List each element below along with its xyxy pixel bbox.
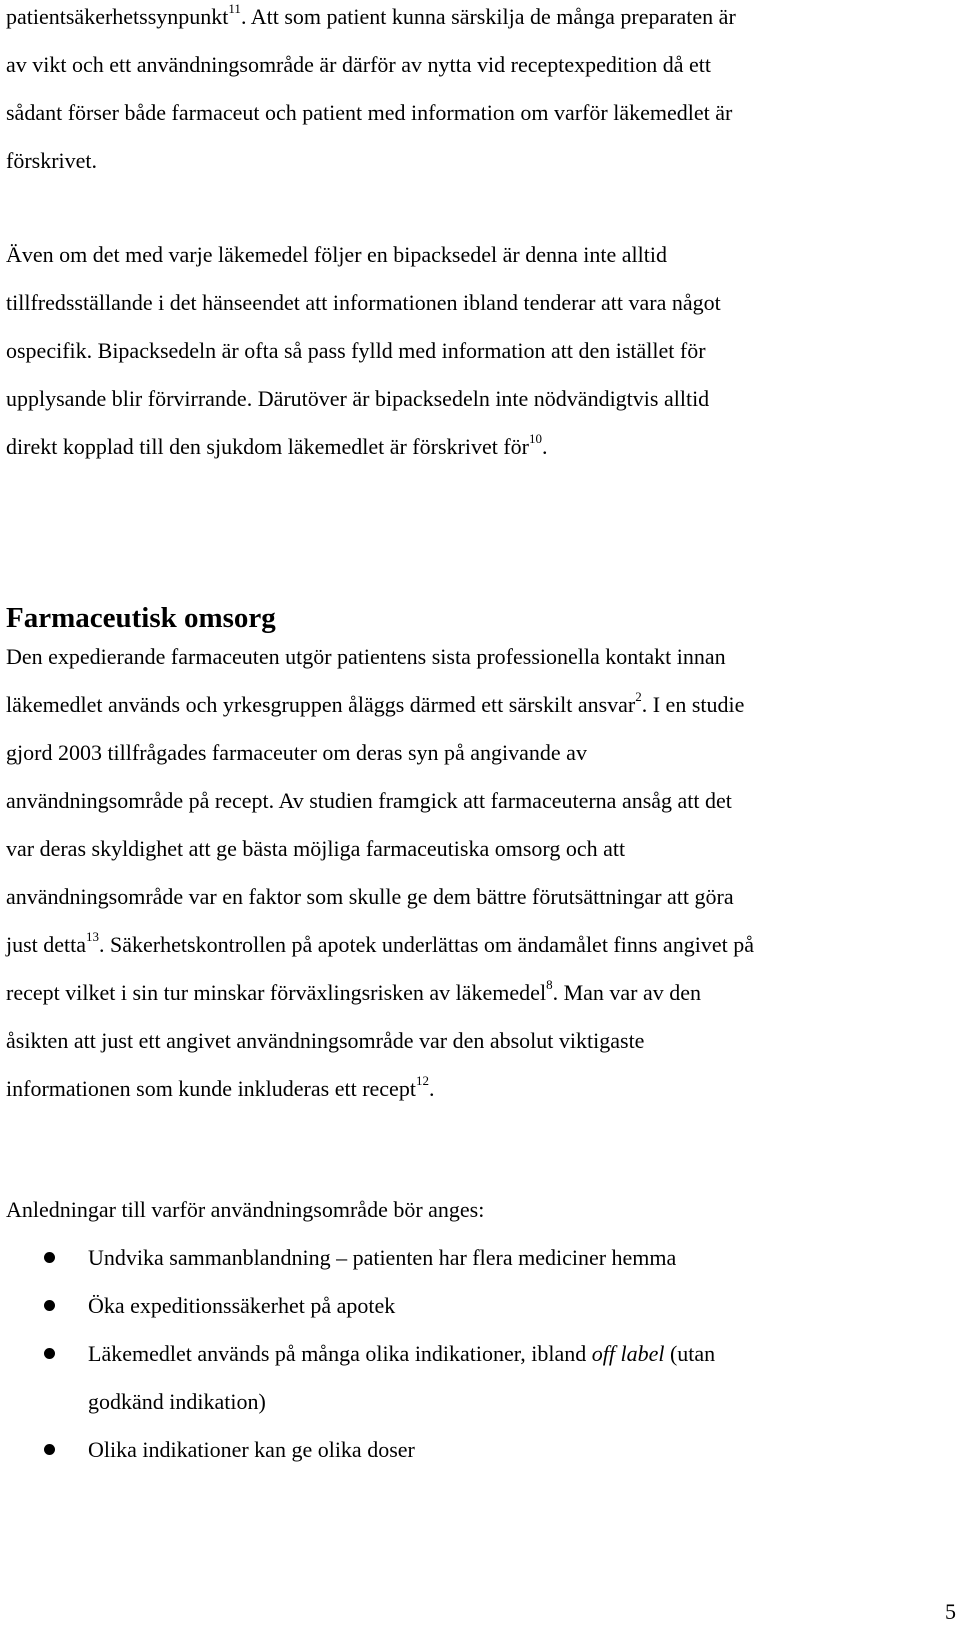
text-run: . I en studie (641, 692, 745, 717)
list-item-text: Olika indikationer kan ge olika doser (88, 1437, 415, 1462)
reasons-list (0, 1234, 960, 1474)
paragraph-package-leaflet (6, 231, 946, 471)
text-line (6, 0, 946, 41)
bullet-icon (44, 1348, 55, 1359)
list-item-text (88, 1330, 960, 1378)
paragraph-pharmaceutical-care (6, 633, 946, 1113)
text-line: Även om det med varje läkemedel följer en bipacksedel är denna inte alltid (6, 242, 667, 267)
list-item (0, 1282, 960, 1330)
bullet-icon (44, 1252, 55, 1263)
text-line: gjord 2003 tillfrågades farmaceuter om deras syn på angivande av (6, 740, 587, 765)
footnote-reference: 2 (635, 688, 642, 704)
bullet-icon (44, 1444, 55, 1455)
text-run: informationen som kunde inkluderas ett recept (6, 1076, 416, 1101)
list-item (0, 1234, 960, 1282)
list-item-text-continued: godkänd indikation) (88, 1389, 266, 1414)
section-heading: Farmaceutisk omsorg (6, 602, 276, 634)
text-run: . (541, 434, 548, 459)
list-item-text: Öka expeditionssäkerhet på apotek (88, 1293, 396, 1318)
text-line (6, 1065, 946, 1113)
list-item-text: Undvika sammanblandning – patienten har flera mediciner hemma (88, 1245, 677, 1270)
footnote-reference: 10 (528, 430, 542, 446)
italic-text: off label (591, 1341, 665, 1366)
text-line: ospecifik. Bipacksedeln är ofta så pass fylld med information att den istället för (6, 338, 706, 363)
list-item (0, 1330, 960, 1426)
text-run: läkemedlet används och yrkesgruppen åläggs därmed ett särskilt ansvar (6, 692, 636, 717)
footnote-reference: 13 (86, 928, 100, 944)
text-run: . Säkerhetskontrollen på apotek underlättas om ändamålet finns angivet på (99, 932, 754, 957)
text-line: användningsområde på recept. Av studien framgick att farmaceuterna ansåg att det (6, 788, 732, 813)
text-run: patientsäkerhetssynpunkt (6, 4, 229, 29)
text-line (6, 969, 946, 1017)
text-line (6, 423, 946, 471)
text-line (6, 921, 946, 969)
text-line: upplysande blir förvirrande. Därutöver är bipacksedeln inte nödvändigtvis alltid (6, 386, 710, 411)
text-line: tillfredsställande i det hänseendet att informationen ibland tenderar att vara något (6, 290, 721, 315)
footnote-reference: 12 (415, 1072, 429, 1088)
list-intro: Anledningar till varför användningsområde bör anges: (6, 1197, 485, 1222)
text-run: (utan (664, 1341, 716, 1366)
text-line: var deras skyldighet att ge bästa möjliga farmaceutiska omsorg och att (6, 836, 626, 861)
text-line: Den expedierande farmaceuten utgör patientens sista professionella kontakt innan (6, 644, 726, 669)
bullet-icon (44, 1300, 55, 1311)
text-run: recept vilket i sin tur minskar förväxlingsrisken av läkemedel (6, 980, 547, 1005)
page-number: 5 (945, 1599, 956, 1624)
text-run: Läkemedlet används på många olika indikationer, ibland (88, 1341, 592, 1366)
footnote-reference: 8 (546, 976, 553, 992)
text-line: av vikt och ett användningsområde är därför av nytta vid receptexpedition då ett (6, 52, 711, 77)
paragraph-patient-safety (6, 0, 946, 185)
text-line: användningsområde var en faktor som skulle ge dem bättre förutsättningar att göra (6, 884, 734, 909)
footnote-reference: 11 (228, 0, 241, 16)
text-run: direkt kopplad till den sjukdom läkemedlet är förskrivet för (6, 434, 529, 459)
text-run: . (428, 1076, 435, 1101)
text-line: åsikten att just ett angivet användningsområde var den absolut viktigaste (6, 1028, 645, 1053)
text-run: . Man var av den (552, 980, 702, 1005)
text-line: sådant förser både farmaceut och patient med information om varför läkemedlet är (6, 100, 733, 125)
list-item (0, 1426, 960, 1474)
text-line (6, 681, 946, 729)
text-line: förskrivet. (6, 148, 98, 173)
text-run: . Att som patient kunna särskilja de många preparaten är (240, 4, 736, 29)
text-run: just detta (6, 932, 87, 957)
